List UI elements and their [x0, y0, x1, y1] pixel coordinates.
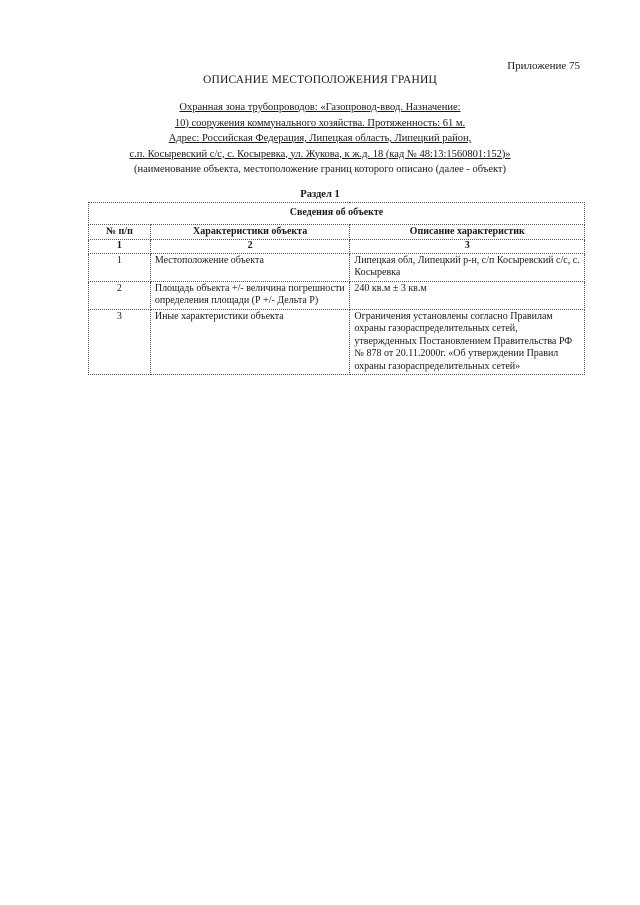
index-cell: 2 [150, 240, 350, 254]
object-line: 10) сооружения коммунального хозяйства. Протяженность: 61 м. [174, 117, 466, 129]
section-title: Раздел 1 [300, 189, 340, 200]
table-row [89, 281, 585, 309]
header-description: Описание характеристик [350, 224, 585, 240]
object-line: с.п. Косыревский с/с, с. Косыревка, ул. Жукова, к ж.д. 18 (кад № 48:13:1560801:152)» [129, 148, 511, 160]
object-line: Охранная зона трубопроводов: «Газопровод-ввод. Назначение: [179, 102, 461, 113]
row-description: 240 кв.м ± 3 кв.м [350, 281, 585, 309]
object-description [100, 100, 540, 178]
index-cell: 3 [350, 240, 585, 254]
row-number: 3 [89, 309, 151, 375]
row-characteristic: Иные характеристики объекта [150, 309, 350, 375]
table-caption: Сведения об объекте [89, 203, 585, 225]
table-row [89, 309, 585, 375]
table-row [89, 253, 585, 281]
row-characteristic: Площадь объекта +/- величина погрешности определения площади (Р +/- Дельта Р) [150, 281, 350, 309]
header-number: № п/п [89, 224, 151, 240]
row-number: 1 [89, 253, 151, 281]
appendix-label: Приложение 75 [507, 60, 580, 72]
row-characteristic: Местоположение объекта [150, 253, 350, 281]
row-description: Ограничения установлены согласно Правилам охраны газораспределительных сетей, утвержденных Постановлением Правительства РФ № 878 от 20.11.2000г. «Об утверждении Правил охраны газораспределительных сетей» [350, 309, 585, 375]
row-description: Липецкая обл, Липецкий р-н, с/п Косыревский с/с, с. Косыревка [350, 253, 585, 281]
header-characteristic: Характеристики объекта [150, 224, 350, 240]
object-line: Адрес: Российская Федерация, Липецкая область, Липецкий район, [168, 133, 472, 144]
object-caption: (наименование объекта, местоположение границ которого описано (далее - объект) [133, 164, 507, 175]
row-number: 2 [89, 281, 151, 309]
index-cell: 1 [89, 240, 151, 254]
object-info-table [88, 202, 585, 375]
document-title: ОПИСАНИЕ МЕСТОПОЛОЖЕНИЯ ГРАНИЦ [202, 74, 438, 86]
